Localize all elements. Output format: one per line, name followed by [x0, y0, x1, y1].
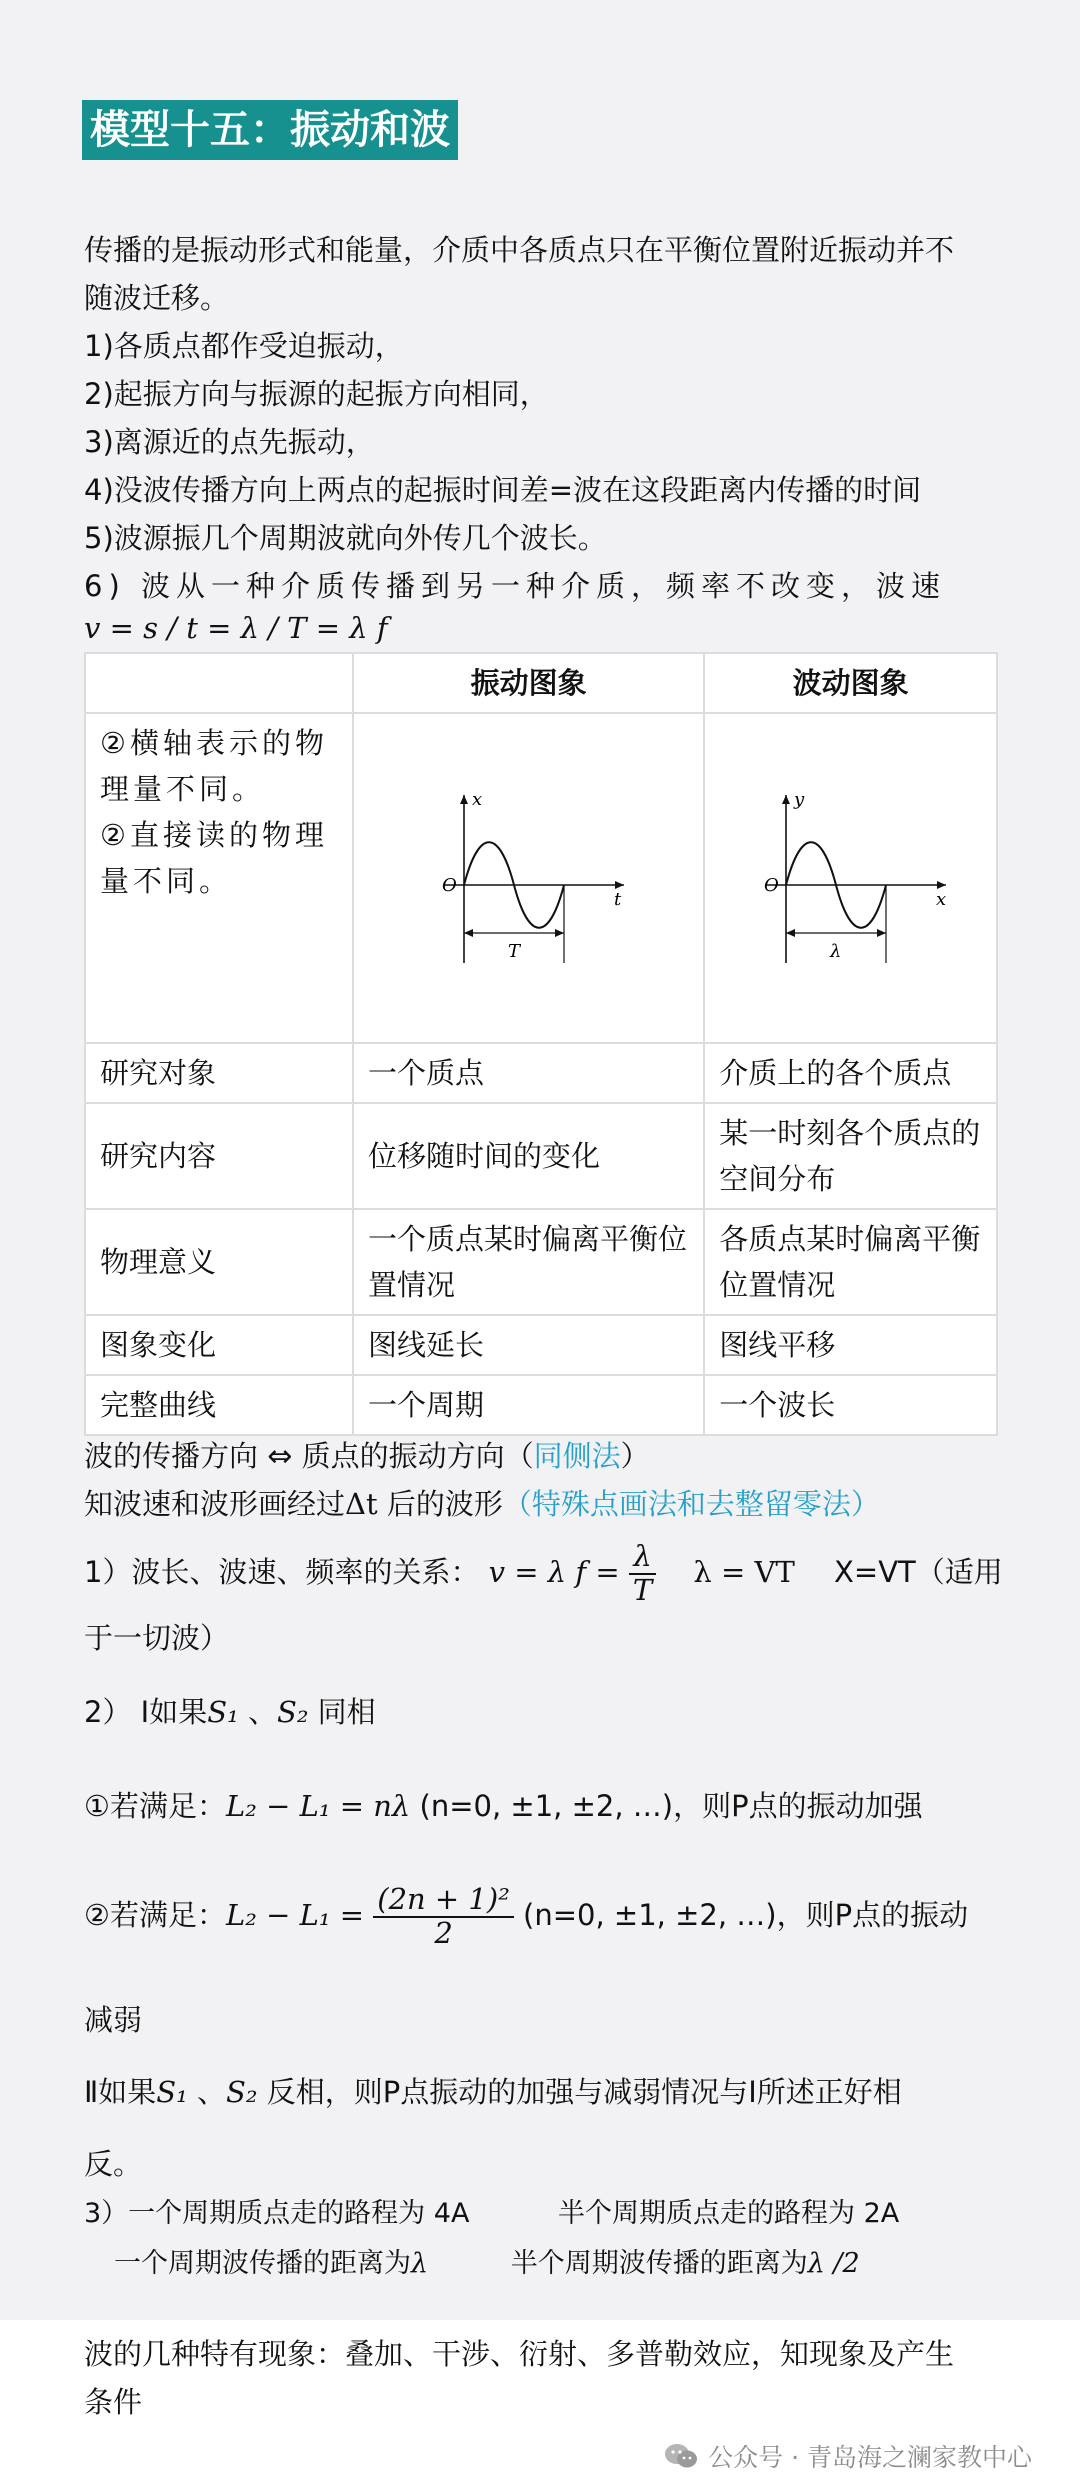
wave-y-label: y	[793, 789, 804, 810]
case2b-suffix: 反相，则P点振动的加强与减弱情况与Ⅰ所述正好相	[257, 2075, 902, 2109]
row-wave-object: 介质上的各个质点	[704, 1043, 997, 1103]
vib-origin: O	[441, 875, 457, 896]
phenomena-line-1: 波的几种特有现象：叠加、干涉、衍射、多普勒效应，知现象及产生	[84, 2337, 955, 2371]
wave-direction-line	[84, 1432, 1004, 1481]
case-prefix: 2） Ⅰ如果	[84, 1695, 208, 1729]
wave-shape-text: 知波速和波形画经过	[84, 1487, 346, 1521]
wave-span-label: λ	[829, 941, 842, 962]
intro-item-3: 3)离源近的点先振动，	[84, 425, 375, 459]
row-wave-curve: 一个波长	[704, 1375, 997, 1435]
watermark-text: 公众号 · 青岛海之澜家教中心	[708, 2443, 1032, 2472]
double-arrow-icon: ⇔	[267, 1439, 293, 1474]
watermark	[664, 2438, 1032, 2474]
relation-line	[84, 1540, 1004, 1607]
lambda-half-sym: λ /2	[807, 2248, 860, 2279]
table-row	[85, 1375, 997, 1435]
case-anti-phase	[84, 2068, 1004, 2116]
row-label-content: 研究内容	[85, 1103, 353, 1209]
wave-origin: O	[763, 875, 779, 896]
wave-dir-text: 波的传播方向	[84, 1439, 259, 1473]
special-point-method: （特殊点画法和去整留零法）	[502, 1487, 880, 1521]
full-period-wave: 一个周期波传播的距离为	[114, 2248, 411, 2279]
row-vib-meaning: 一个质点某时偏离平衡位置情况	[353, 1209, 704, 1315]
cond1-suffix: (n=0, ±1, ±2, …)，则P点的振动加强	[410, 1789, 923, 1823]
row-vib-content: 位移随时间的变化	[353, 1103, 704, 1209]
cond2-suffix: (n=0, ±1, ±2, …)，则P点的振动	[513, 1898, 969, 1932]
case2b-prefix: Ⅱ如果	[84, 2075, 157, 2109]
intro-item-5: 5)波源振几个周期波就向外传几个波长。	[84, 521, 607, 555]
period-distance-line-2	[114, 2240, 1034, 2288]
delta-t: Δt	[345, 1487, 378, 1521]
row-vib-curve: 一个周期	[353, 1375, 704, 1435]
frac-den: T	[632, 1573, 653, 1607]
cond2-formula: L₂ − L₁ =	[226, 1898, 365, 1932]
row-wave-content: 某一时刻各个质点的空间分布	[704, 1103, 997, 1209]
table-row	[85, 1103, 997, 1209]
condition-weaken	[84, 1880, 1004, 1950]
wave-shape-text-b: 后的波形	[377, 1487, 503, 1521]
lambda-over-t	[629, 1541, 656, 1607]
half-period-path: 半个周期质点走的路程为 2A	[558, 2198, 900, 2229]
wave-dir-text-c: ）	[620, 1439, 650, 1473]
graph-note-1: ②横轴表示的物理量不同。	[100, 726, 328, 806]
table-header-wave: 波动图象	[704, 653, 997, 713]
condition-weaken-line-2: 减弱	[84, 2003, 143, 2037]
s2b: S₂	[226, 2075, 258, 2109]
cond1-formula: L₂ − L₁ = nλ	[226, 1789, 411, 1823]
wave-x-label: x	[935, 889, 946, 910]
wechat-icon	[664, 2443, 698, 2469]
comparison-table	[84, 652, 998, 1436]
graph-notes-cell	[85, 713, 353, 1043]
relation-line-2: 于一切波）	[84, 1621, 230, 1655]
period-distance-line-1	[84, 2190, 1004, 2238]
x-vt: X=VT（适用	[834, 1555, 1003, 1589]
lambda-vt: λ = VT	[693, 1555, 795, 1589]
vib-x-label: t	[613, 889, 621, 910]
lambda-sym: λ	[411, 2248, 429, 2279]
page-title: 模型十五：振动和波	[82, 100, 458, 160]
row-label-curve: 完整曲线	[85, 1375, 353, 1435]
graph-note-2: ②直接读的物理量不同。	[100, 818, 328, 898]
intro-line-1: 传播的是振动形式和能量，介质中各质点只在平衡位置附近振动并不	[84, 233, 955, 267]
table-row	[85, 1043, 997, 1103]
relation-prefix: 1）波长、波速、频率的关系：	[84, 1555, 480, 1589]
case-in-phase	[84, 1688, 1004, 1736]
table-header-cell	[85, 653, 353, 713]
row-wave-change: 图线平移	[704, 1315, 997, 1375]
s2: S₂	[276, 1695, 309, 1729]
row-label-meaning: 物理意义	[85, 1209, 353, 1315]
half-period-wave: 半个周期波传播的距离为	[510, 2248, 808, 2279]
sep: 、	[238, 1695, 277, 1729]
wave-dir-text-b: 质点的振动方向（	[301, 1439, 534, 1473]
s1b: S₁	[156, 2075, 188, 2109]
condition-strengthen	[84, 1782, 1004, 1830]
intro-item-2: 2)起振方向与振源的起振方向相同，	[84, 377, 549, 411]
s1: S₁	[207, 1695, 239, 1729]
cond2-den: 2	[434, 1916, 453, 1950]
row-label-change: 图象变化	[85, 1315, 353, 1375]
sep-b: 、	[187, 2075, 226, 2109]
cond2-num: (2n + 1)²	[373, 1884, 514, 1918]
vib-span-label: T	[507, 941, 520, 962]
table-header-row	[85, 653, 997, 713]
relation-formula: v = λ f =	[488, 1555, 620, 1589]
table-graph-row	[85, 713, 997, 1043]
case-suffix: 同相	[308, 1695, 376, 1729]
intro-item-6: 6) 波从一种介质传播到另一种介质，频率不改变，波速	[84, 569, 946, 603]
frac-num: λ	[629, 1541, 656, 1575]
full-period-path: 3）一个周期质点走的路程为 4A	[84, 2198, 470, 2229]
case-anti-phase-line-2: 反。	[84, 2147, 143, 2181]
row-vib-object: 一个质点	[353, 1043, 704, 1103]
row-wave-meaning: 各质点某时偏离平衡位置情况	[704, 1209, 997, 1315]
table-row	[85, 1315, 997, 1375]
intro-item-1: 1)各质点都作受迫振动，	[84, 329, 404, 363]
same-side-method: 同侧法	[533, 1439, 621, 1473]
wave-speed-formula: v = s / t = λ / T = λ f	[84, 611, 388, 645]
cond1-prefix: ①若满足：	[84, 1789, 226, 1823]
intro-item-4: 4)没波传播方向上两点的起振时间差=波在这段距离内传播的时间	[84, 473, 922, 507]
vibration-graph-cell	[353, 713, 704, 1043]
cond2-prefix: ②若满足：	[84, 1898, 226, 1932]
table-header-vibration: 振动图象	[353, 653, 704, 713]
wave-graph-cell	[704, 713, 997, 1043]
wave-shape-line	[84, 1480, 1004, 1528]
table-row	[85, 1209, 997, 1315]
phenomena-line-2: 条件	[84, 2385, 143, 2419]
wave-graph	[746, 783, 956, 973]
vibration-graph	[424, 783, 634, 973]
vib-y-label: x	[471, 789, 482, 810]
intro-line-2: 随波迁移。	[84, 281, 230, 315]
row-label-object: 研究对象	[85, 1043, 353, 1103]
cond2-fraction	[373, 1884, 514, 1950]
row-vib-change: 图线延长	[353, 1315, 704, 1375]
